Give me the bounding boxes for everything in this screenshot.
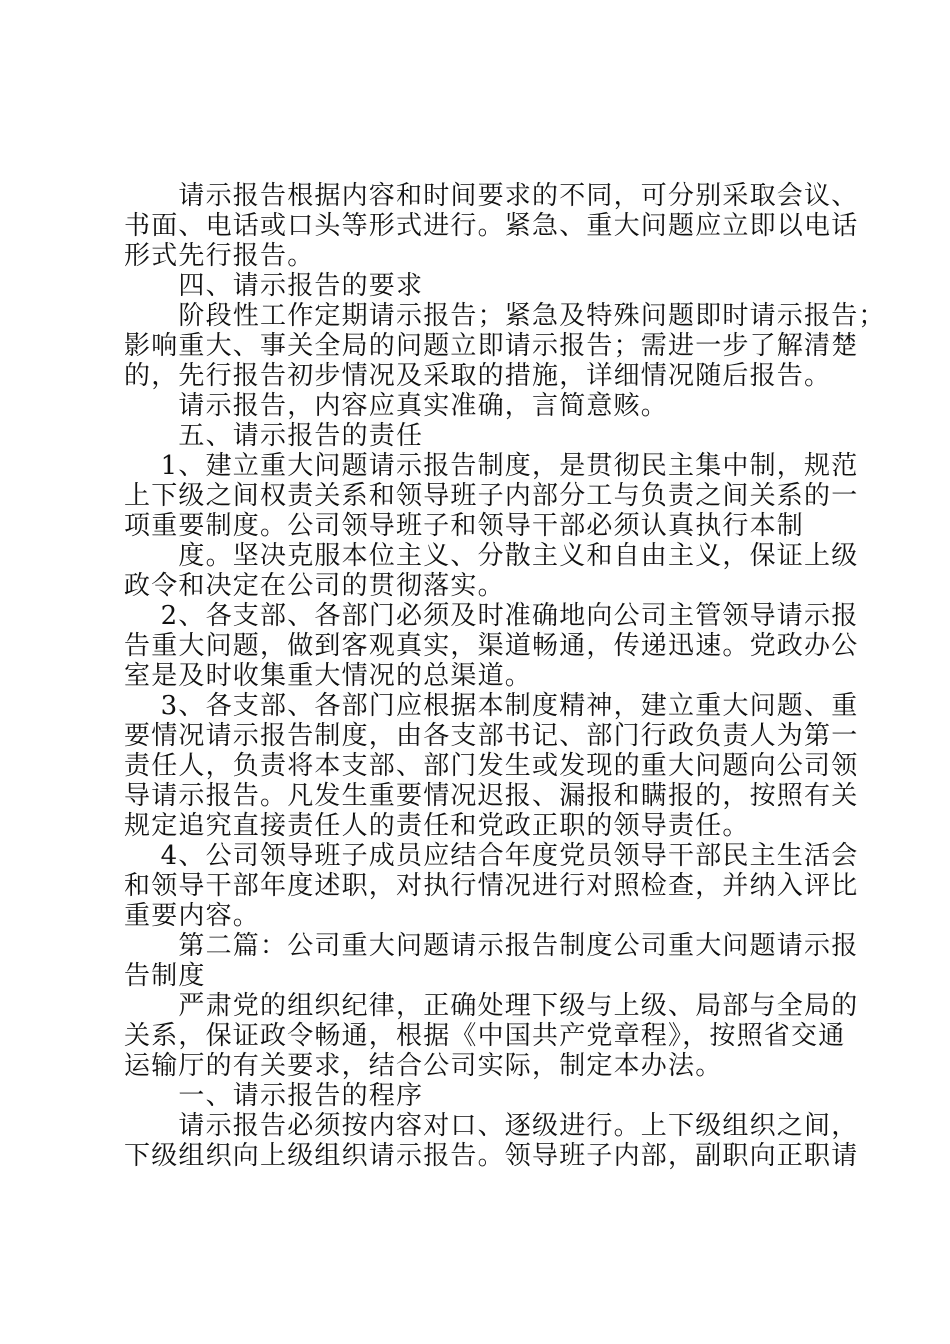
text-line: 和领导干部年度述职，对执行情况进行对照检查，并纳入评比 [124, 871, 859, 901]
text-line: 下级组织向上级组织请示报告。领导班子内部，副职向正职请 [124, 1141, 859, 1171]
text-line: 责任人，负责将本支部、部门发生或发现的重大问题向公司领 [124, 751, 859, 781]
section-heading: 五、请示报告的责任 [124, 421, 424, 451]
text-line: 1、建立重大问题请示报告制度，是贯彻民主集中制，规范 [124, 451, 859, 481]
text-line: 导请示报告。凡发生重要情况迟报、漏报和瞒报的，按照有关 [124, 781, 859, 811]
chapter-heading: 告制度 [124, 961, 206, 991]
text-line: 形式先行报告。 [124, 241, 315, 271]
text-line: 项重要制度。公司领导班子和领导干部必须认真执行本制 [124, 511, 805, 541]
text-line: 上下级之间权责关系和领导班子内部分工与负责之间关系的一 [124, 481, 859, 511]
text-line: 告重大问题，做到客观真实，渠道畅通，传递迅速。党政办公 [124, 631, 859, 661]
text-line: 3、各支部、各部门应根据本制度精神，建立重大问题、重 [124, 691, 859, 721]
text-line: 规定追究直接责任人的责任和党政正职的领导责任。 [124, 811, 750, 841]
text-line: 请示报告，内容应真实准确，言简意赅。 [124, 391, 669, 421]
text-line: 的，先行报告初步情况及采取的措施，详细情况随后报告。 [124, 361, 832, 391]
text-line: 重要内容。 [124, 901, 261, 931]
text-line: 书面、电话或口头等形式进行。紧急、重大问题应立即以电话 [124, 211, 859, 241]
chapter-heading: 第二篇：公司重大问题请示报告制度公司重大问题请示报 [124, 931, 859, 961]
text-line: 要情况请示报告制度，由各支部书记、部门行政负责人为第一 [124, 721, 859, 751]
text-line: 度。坚决克服本位主义、分散主义和自由主义，保证上级 [124, 541, 859, 571]
text-line: 阶段性工作定期请示报告；紧急及特殊问题即时请示报告； [124, 301, 886, 331]
text-line: 关系，保证政令畅通，根据《中国共产党章程》，按照省交通 [124, 1021, 846, 1051]
section-heading: 一、请示报告的程序 [124, 1081, 424, 1111]
text-line: 请示报告必须按内容对口、逐级进行。上下级组织之间， [124, 1111, 859, 1141]
section-heading: 四、请示报告的要求 [124, 271, 424, 301]
text-line: 室是及时收集重大情况的总渠道。 [124, 661, 533, 691]
text-line: 政令和决定在公司的贯彻落实。 [124, 571, 505, 601]
text-line: 4、公司领导班子成员应结合年度党员领导干部民主生活会 [124, 841, 859, 871]
text-line: 请示报告根据内容和时间要求的不同，可分别采取会议、 [124, 181, 859, 211]
text-line: 2、各支部、各部门必须及时准确地向公司主管领导请示报 [124, 601, 859, 631]
text-line: 严肃党的组织纪律，正确处理下级与上级、局部与全局的 [124, 991, 859, 1021]
text-line: 运输厅的有关要求，结合公司实际，制定本办法。 [124, 1051, 723, 1081]
text-line: 影响重大、事关全局的问题立即请示报告；需进一步了解清楚 [124, 331, 859, 361]
